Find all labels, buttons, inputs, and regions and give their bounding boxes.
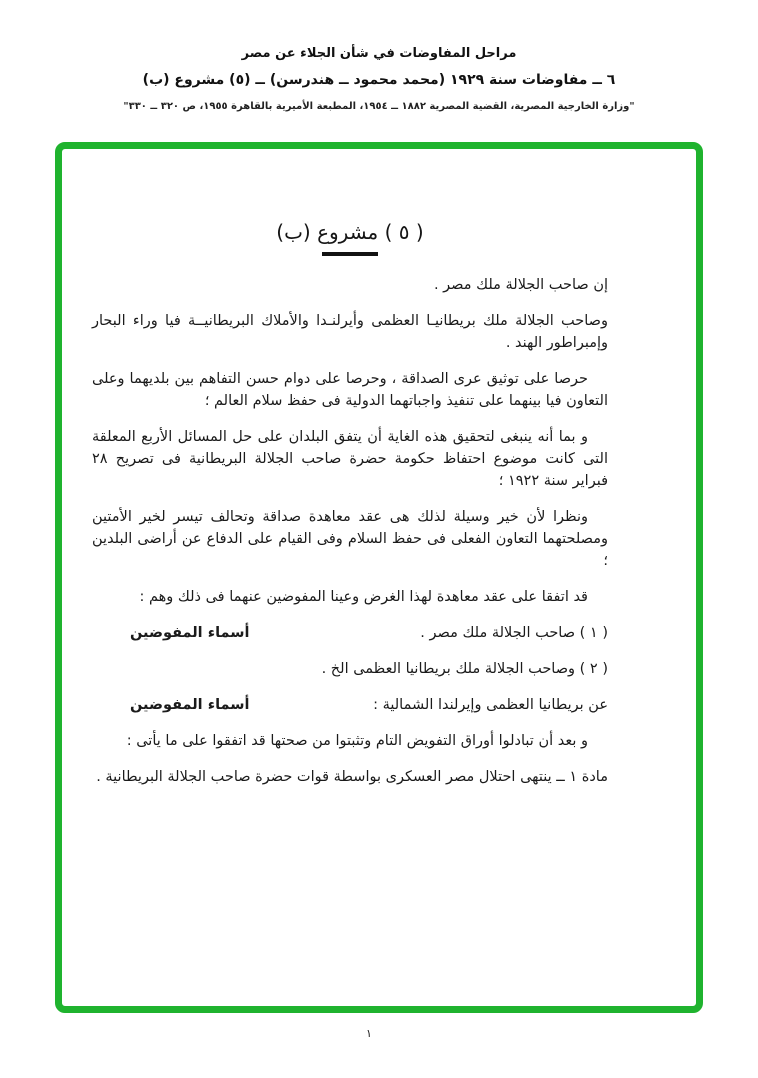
header-source-citation: "وزارة الخارجية المصرية، القضية المصرية ١٨٨٢ ــ ١٩٥٤، المطبعة الأميرية بالقاهرة ١٩٥٥، ص ٣٢٠ ــ ٣٣٠" bbox=[123, 101, 635, 112]
delegates-row bbox=[92, 694, 608, 716]
header-subtitle: ٦ ــ مفاوضات سنة ١٩٢٩ (محمد محمود ــ هندرسن) ــ (٥) مشروع (ب) bbox=[142, 72, 616, 88]
delegates-row bbox=[92, 622, 608, 644]
paragraph: و بعد أن تبادلوا أوراق التفويض التام وتثبتوا من صحتها قد اتفقوا على ما يأتى : bbox=[126, 733, 588, 749]
scanned-document bbox=[92, 221, 608, 802]
paragraph: ونظرا لأن خير وسيلة لذلك هى عقد معاهدة صداقة وتحالف تيسر لخير الأمتين ومصلحتهما التعاون الفعلى فى حفظ السلام وفى القيام على الدفاع عن أراضى البلدين ؛ bbox=[92, 509, 608, 569]
header-title: مراحل المفاوضات في شأن الجلاء عن مصر bbox=[241, 46, 517, 61]
article-1-paragraph: مادة ١ ــ ينتهى احتلال مصر العسكرى بواسطة قوات حضرة صاحب الجلالة البريطانية . bbox=[96, 769, 608, 785]
citation-header bbox=[0, 46, 758, 112]
delegate-item: ( ١ ) صاحب الجلالة ملك مصر . bbox=[420, 625, 608, 641]
paragraph: ( ٢ ) وصاحب الجلالة ملك بريطانيا العظمى الخ . bbox=[321, 661, 608, 677]
delegates-names-label: أسماء المفوضين bbox=[130, 625, 250, 641]
paragraph: و بما أنه ينبغى لتحقيق هذه الغاية أن يتفق البلدان على حل المسائل الأربع المعلقة التى كانت موضوع احتفاظ حكومة حضرة صاحب الجلالة البريطانية فى تصريح ٢٨ فبراير سنة ١٩٢٢ ؛ bbox=[92, 429, 608, 489]
document-body bbox=[92, 274, 608, 788]
delegate-item: عن بريطانيا العظمى وإيرلندا الشمالية : bbox=[373, 697, 608, 713]
title-underline bbox=[322, 252, 378, 256]
paragraph: إن صاحب الجلالة ملك مصر . bbox=[433, 277, 608, 293]
document-title: ( ٥ ) مشروع (ب) bbox=[276, 220, 424, 244]
paragraph: وصاحب الجلالة ملك بريطانيـا العظمى وأيرلنـدا والأملاك البريطانيــة فيا وراء البحار وإمبراطور الهند . bbox=[92, 313, 608, 351]
paragraph: حرصا على توثيق عرى الصداقة ، وحرصا على دوام حسن التفاهم بين بلديهما وعلى التعاون فيا بينهما على تنفيذ واجباتهما الدولية فى حفظ سلام العالم ؛ bbox=[92, 371, 608, 409]
page-number: ١ bbox=[366, 1027, 372, 1040]
delegates-names-label: أسماء المفوضين bbox=[130, 697, 250, 713]
document-frame bbox=[55, 142, 703, 1013]
paragraph: قد اتفقا على عقد معاهدة لهذا الغرض وعينا المفوضين عنهما فى ذلك وهم : bbox=[139, 589, 588, 605]
